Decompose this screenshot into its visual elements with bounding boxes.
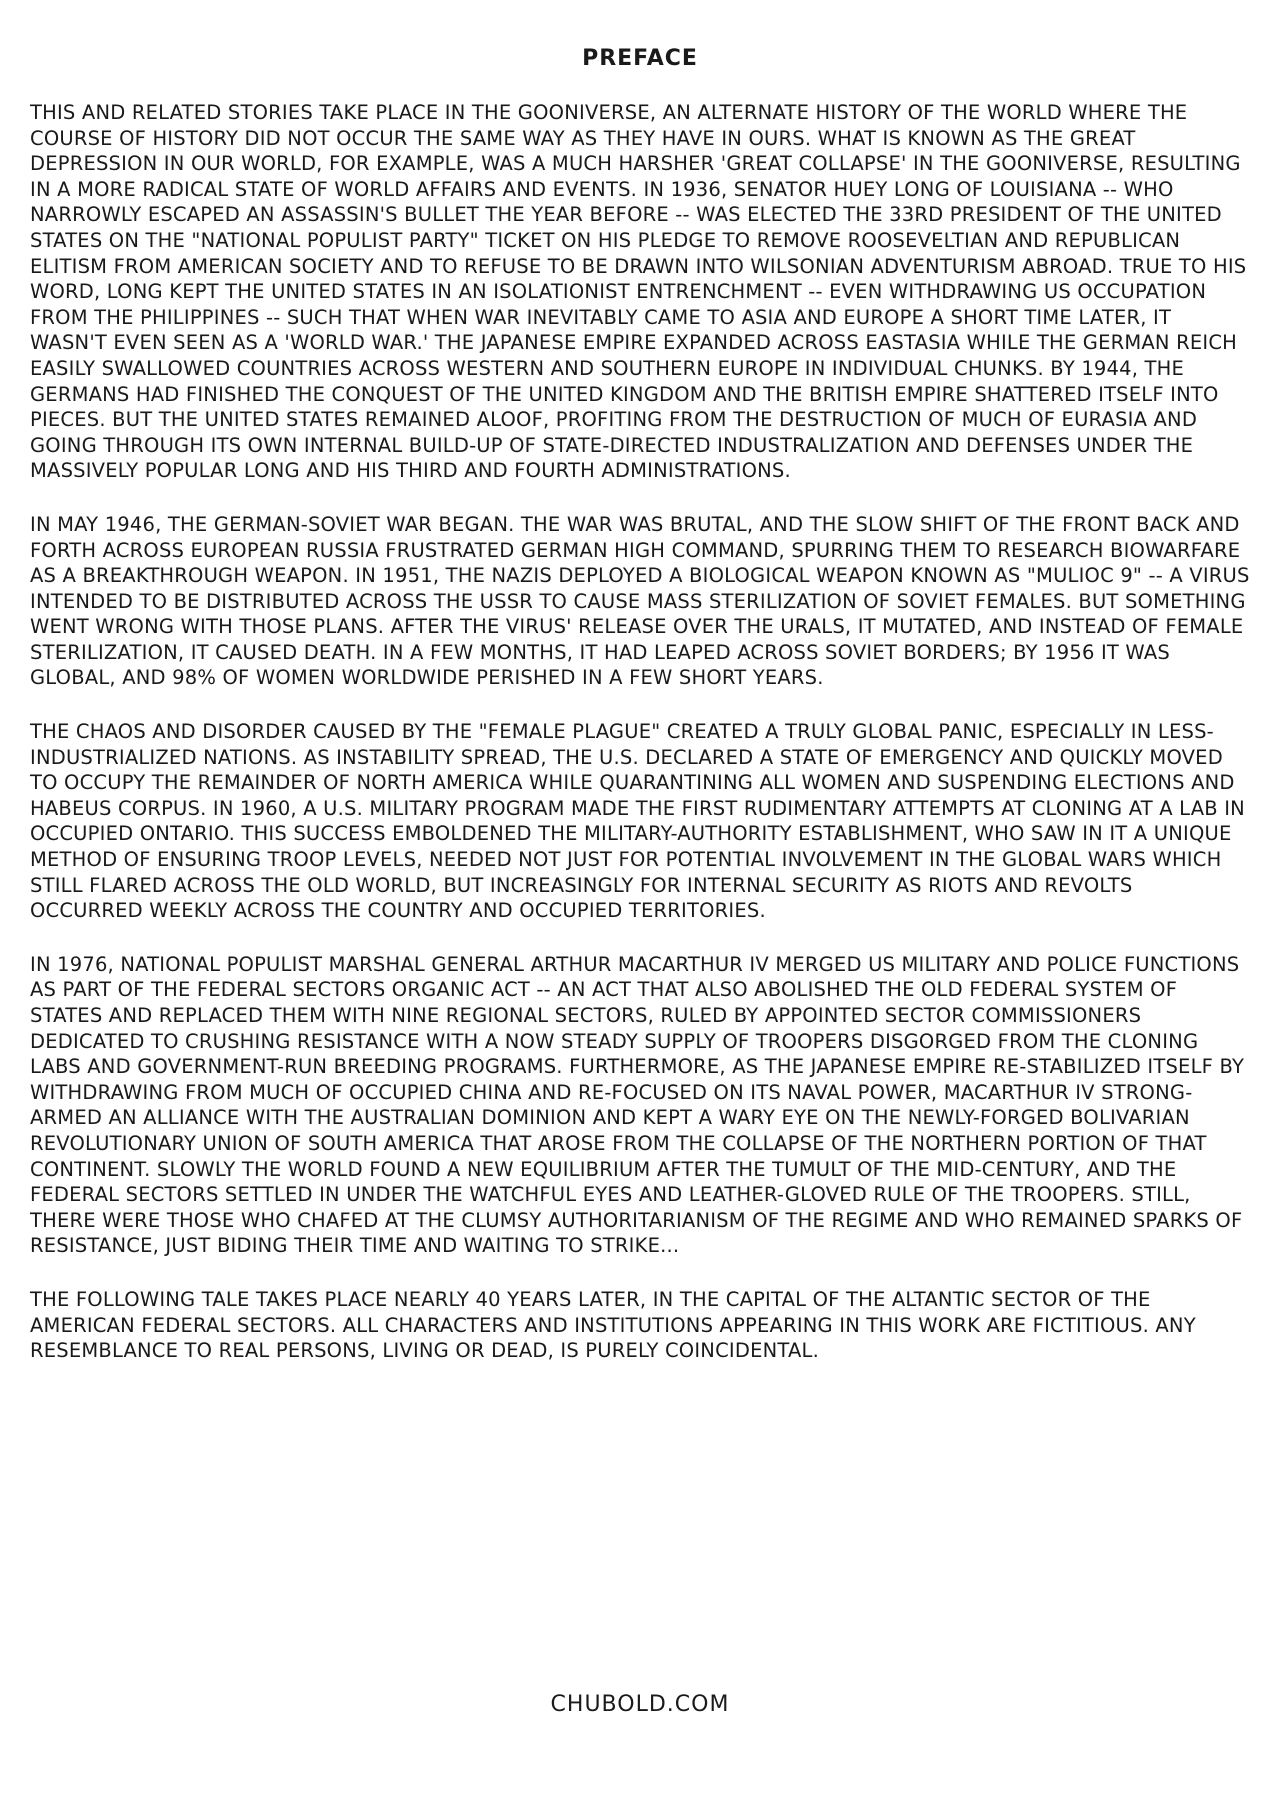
paragraph-disclaimer: THE FOLLOWING TALE TAKES PLACE NEARLY 40 YEARS LATER, IN THE CAPITAL OF THE ALTANTIC SECTOR OF THE AMERICAN FEDERAL SECTORS. ALL CHARACTERS AND INSTITUTIONS APPEARING IN THIS WORK ARE FICTITIOUS. ANY RESEMBLANCE TO REAL PERSONS, LIVING OR DEAD, IS PURELY COINCIDENTAL. [30, 1287, 1196, 1363]
page-title: PREFACE [582, 46, 698, 71]
paragraph-female-plague: THE CHAOS AND DISORDER CAUSED BY THE "FEMALE PLAGUE" CREATED A TRULY GLOBAL PANIC, ESPECIALLY IN LESS-INDUSTRIALIZED NATIONS. AS INSTABILITY SPREAD, THE U.S. DECLARED A STATE OF EMERGENCY AND QUICKLY MOVED TO OCCUPY THE REMAINDER OF NORTH AMERICA WHILE QUARANTINING ALL WOMEN AND SUSPENDING ELECTIONS AND HABEUS CORPUS. IN 1960, A U.S. MILITARY PROGRAM MADE THE FIRST RUDIMENTARY ATTEMPTS AT CLONING AT A LAB IN OCCUPIED ONTARIO. THIS SUCCESS EMBOLDENED THE MILITARY-AUTHORITY ESTABLISHMENT, WHO SAW IN IT A UNIQUE METHOD OF ENSURING TROOP LEVELS, NEEDED NOT JUST FOR POTENTIAL INVOLVEMENT IN THE GLOBAL WARS WHICH STILL FLARED ACROSS THE OLD WORLD, BUT INCREASINGLY FOR INTERNAL SECURITY AS RIOTS AND REVOLTS OCCURRED WEEKLY ACROSS THE COUNTRY AND OCCUPIED TERRITORIES. [30, 720, 1245, 923]
preface-body [30, 100, 1250, 1392]
paragraph-federal-sectors: IN 1976, NATIONAL POPULIST MARSHAL GENERAL ARTHUR MACARTHUR IV MERGED US MILITARY AND POLICE FUNCTIONS AS PART OF THE FEDERAL SECTORS ORGANIC ACT -- AN ACT THAT ALSO ABOLISHED THE OLD FEDERAL SYSTEM OF STATES AND REPLACED THEM WITH NINE REGIONAL SECTORS, RULED BY APPOINTED SECTOR COMMISSIONERS DEDICATED TO CRUSHING RESISTANCE WITH A NOW STEADY SUPPLY OF TROOPERS DISGORGED FROM THE CLONING LABS AND GOVERNMENT-RUN BREEDING PROGRAMS. FURTHERMORE, AS THE JAPANESE EMPIRE RE-STABILIZED ITSELF BY WITHDRAWING FROM MUCH OF OCCUPIED CHINA AND RE-FOCUSED ON ITS NAVAL POWER, MACARTHUR IV STRONG-ARMED AN ALLIANCE WITH THE AUSTRALIAN DOMINION AND KEPT A WARY EYE ON THE NEWLY-FORGED BOLIVARIAN REVOLUTIONARY UNION OF SOUTH AMERICA THAT AROSE FROM THE COLLAPSE OF THE NORTHERN PORTION OF THAT CONTINENT. SLOWLY THE WORLD FOUND A NEW EQUILIBRIUM AFTER THE TUMULT OF THE MID-CENTURY, AND THE FEDERAL SECTORS SETTLED IN UNDER THE WATCHFUL EYES AND LEATHER-GLOVED RULE OF THE TROOPERS. STILL, THERE WERE THOSE WHO CHAFED AT THE CLUMSY AUTHORITARIANISM OF THE REGIME AND WHO REMAINED SPARKS OF RESISTANCE, JUST BIDING THEIR TIME AND WAITING TO STRIKE... [30, 952, 1245, 1258]
paragraph-alternate-history: THIS AND RELATED STORIES TAKE PLACE IN THE GOONIVERSE, AN ALTERNATE HISTORY OF THE WORLD WHERE THE COURSE OF HISTORY DID NOT OCCUR THE SAME WAY AS THEY HAVE IN OURS. WHAT IS KNOWN AS THE GREAT DEPRESSION IN OUR WORLD, FOR EXAMPLE, WAS A MUCH HARSHER 'GREAT COLLAPSE' IN THE GOONIVERSE, RESULTING IN A MORE RADICAL STATE OF WORLD AFFAIRS AND EVENTS. IN 1936, SENATOR HUEY LONG OF LOUISIANA -- WHO NARROWLY ESCAPED AN ASSASSIN'S BULLET THE YEAR BEFORE -- WAS ELECTED THE 33RD PRESIDENT OF THE UNITED STATES ON THE "NATIONAL POPULIST PARTY" TICKET ON HIS PLEDGE TO REMOVE ROOSEVELTIAN AND REPUBLICAN ELITISM FROM AMERICAN SOCIETY AND TO REFUSE TO BE DRAWN INTO WILSONIAN ADVENTURISM ABROAD. TRUE TO HIS WORD, LONG KEPT THE UNITED STATES IN AN ISOLATIONIST ENTRENCHMENT -- EVEN WITHDRAWING US OCCUPATION FROM THE PHILIPPINES -- SUCH THAT WHEN WAR INEVITABLY CAME TO ASIA AND EUROPE A SHORT TIME LATER, IT WASN'T EVEN SEEN AS A 'WORLD WAR.' THE JAPANESE EMPIRE EXPANDED ACROSS EASTASIA WHILE THE GERMAN REICH EASILY SWALLOWED COUNTRIES ACROSS WESTERN AND SOUTHERN EUROPE IN INDIVIDUAL CHUNKS. BY 1944, THE GERMANS HAD FINISHED THE CONQUEST OF THE UNITED KINGDOM AND THE BRITISH EMPIRE SHATTERED ITSELF INTO PIECES. BUT THE UNITED STATES REMAINED ALOOF, PROFITING FROM THE DESTRUCTION OF MUCH OF EURASIA AND GOING THROUGH ITS OWN INTERNAL BUILD-UP OF STATE-DIRECTED INDUSTRALIZATION AND DEFENSES UNDER THE MASSIVELY POPULAR LONG AND HIS THIRD AND FOURTH ADMINISTRATIONS. [30, 101, 1247, 483]
footer-site-credit: CHUBOLD.COM [550, 1692, 730, 1717]
paragraph-german-soviet-war: IN MAY 1946, THE GERMAN-SOVIET WAR BEGAN. THE WAR WAS BRUTAL, AND THE SLOW SHIFT OF THE FRONT BACK AND FORTH ACROSS EUROPEAN RUSSIA FRUSTRATED GERMAN HIGH COMMAND, SPURRING THEM TO RESEARCH BIOWARFARE AS A BREAKTHROUGH WEAPON. IN 1951, THE NAZIS DEPLOYED A BIOLOGICAL WEAPON KNOWN AS "MULIOC 9" -- A VIRUS INTENDED TO BE DISTRIBUTED ACROSS THE USSR TO CAUSE MASS STERILIZATION OF SOVIET FEMALES. BUT SOMETHING WENT WRONG WITH THOSE PLANS. AFTER THE VIRUS' RELEASE OVER THE URALS, IT MUTATED, AND INSTEAD OF FEMALE STERILIZATION, IT CAUSED DEATH. IN A FEW MONTHS, IT HAD LEAPED ACROSS SOVIET BORDERS; BY 1956 IT WAS GLOBAL, AND 98% OF WOMEN WORLDWIDE PERISHED IN A FEW SHORT YEARS. [30, 512, 1250, 690]
